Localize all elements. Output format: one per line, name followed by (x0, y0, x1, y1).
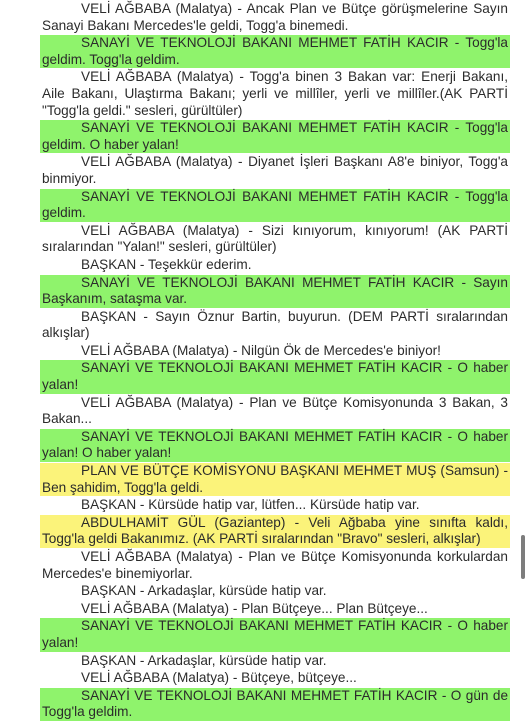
text-line: Mercedes'e binemiyorlar. (42, 565, 193, 581)
transcript-paragraph (42, 601, 508, 618)
highlighted-paragraph (40, 618, 510, 651)
text-line: VELİ AĞBABA (Malatya) - Bütçeye, bütçeye... (81, 670, 357, 686)
text-line: VELİ AĞBABA (Malatya) - Plan ve Bütçe Komisyonunda korkulardan (81, 549, 508, 564)
text-line: BAŞKAN - Arkadaşlar, kürsüde hatip var. (81, 652, 327, 668)
highlighted-paragraph (40, 275, 510, 308)
text-line: "Togg'la geldi." sesleri, gürültüler) (42, 102, 243, 118)
text-line: BAŞKAN - Kürsüde hatip var, lütfen... Kürsüde hatip var. (81, 497, 420, 513)
transcript-paragraph (42, 670, 508, 687)
highlighted-paragraph (40, 688, 510, 721)
text-line: geldim. Togg'la geldim. (42, 51, 180, 67)
transcript-paragraph (42, 497, 508, 514)
text-line: SANAYİ VE TEKNOLOJİ BAKANI MEHMET FATİH KACIR - Togg'la (81, 35, 508, 51)
text-line: Başkanım, sataşma var. (42, 291, 188, 307)
transcript-paragraph (42, 154, 508, 187)
text-line: yalan! O haber yalan! (42, 445, 172, 461)
text-line: yalan! (42, 634, 79, 650)
highlighted-paragraph (40, 515, 510, 548)
highlighted-paragraph (40, 35, 510, 68)
text-line: BAŞKAN - Arkadaşlar, kürsüde hatip var. (81, 583, 327, 599)
text-line: VELİ AĞBABA (Malatya) - Nilgün Ök de Mercedes'e biniyor! (81, 342, 441, 358)
text-line: SANAYİ VE TEKNOLOJİ BAKANI MEHMET FATİH KACIR - Togg'la (81, 188, 508, 204)
text-line: VELİ AĞBABA (Malatya) - Ancak Plan ve Bütçe görüşmelerine Sayın (81, 1, 508, 16)
transcript-paragraph (42, 223, 508, 256)
highlighted-paragraph (40, 429, 510, 462)
transcript-paragraph (42, 583, 508, 600)
highlighted-paragraph (40, 360, 510, 393)
text-line: SANAYİ VE TEKNOLOJİ BAKANI MEHMET FATİH KACIR - O gün de (81, 687, 508, 703)
vertical-scrollbar[interactable] (521, 535, 525, 579)
text-line: ABDULHAMİT GÜL (Gaziantep) - Veli Ağbaba yine sınıfta kaldı, (81, 514, 508, 530)
text-line: VELİ AĞBABA (Malatya) - Togg'a binen 3 Bakan var: Enerji Bakanı, (81, 69, 508, 85)
text-line: sıralarından "Yalan!" sesleri, gürültüler) (42, 239, 277, 255)
transcript-paragraph (42, 653, 508, 670)
text-line: Bakan... (42, 411, 92, 427)
text-line: VELİ AĞBABA (Malatya) - Sizi kınıyorum, kınıyorum! (AK PARTİ (81, 222, 508, 238)
text-line: SANAYİ VE TEKNOLOJİ BAKANI MEHMET FATİH KACIR - Togg'la (81, 120, 508, 136)
text-line: Togg'la geldi Bakanımız. (AK PARTİ sıralarından "Bravo" sesleri, alkışlar) (42, 531, 481, 547)
text-line: VELİ AĞBABA (Malatya) - Plan ve Bütçe Komisyonunda 3 Bakan, 3 (81, 394, 508, 410)
highlighted-paragraph (40, 120, 510, 153)
transcript-document (42, 1, 508, 722)
text-line: SANAYİ VE TEKNOLOJİ BAKANI MEHMET FATİH KACIR - O haber (81, 428, 508, 444)
text-line: VELİ AĞBABA (Malatya) - Plan Bütçeye... Plan Bütçeye... (81, 600, 428, 616)
transcript-paragraph (42, 395, 508, 428)
text-line: geldim. O haber yalan! (42, 136, 179, 152)
transcript-paragraph (42, 549, 508, 582)
text-line: BAŞKAN - Teşekkür ederim. (81, 256, 252, 272)
text-line: PLAN VE BÜTÇE KOMİSYONU BAŞKANI MEHMET MUŞ (Samsun) - (81, 463, 508, 479)
transcript-paragraph (42, 1, 508, 34)
text-line: SANAYİ VE TEKNOLOJİ BAKANI MEHMET FATİH KACIR - O haber (81, 618, 508, 634)
text-line: Togg'la geldim. (42, 704, 133, 720)
text-line: geldim. (42, 205, 86, 221)
text-line: SANAYİ VE TEKNOLOJİ BAKANI MEHMET FATİH KACIR - Sayın (81, 274, 508, 290)
text-line: Sanayi Bakanı Mercedes'le geldi, Togg'a binemedi. (42, 17, 349, 33)
text-line: BAŞKAN - Sayın Öznur Bartin, buyurun. (DEM PARTİ sıralarından (81, 308, 508, 324)
transcript-paragraph (42, 69, 508, 119)
transcript-paragraph (42, 343, 508, 360)
text-line: alkışlar) (42, 325, 90, 341)
text-line: Ben şahidim, Togg'la geldi. (42, 479, 204, 495)
text-line: SANAYİ VE TEKNOLOJİ BAKANI MEHMET FATİH KACIR - O haber (81, 360, 508, 376)
highlighted-paragraph (40, 463, 510, 496)
text-line: VELİ AĞBABA (Malatya) - Diyanet İşleri Başkanı A8'e biniyor, Togg'a (81, 154, 508, 170)
text-line: binmiyor. (42, 170, 97, 186)
transcript-paragraph (42, 309, 508, 342)
highlighted-paragraph (40, 189, 510, 222)
transcript-paragraph (42, 257, 508, 274)
text-line: yalan! (42, 377, 79, 393)
text-line: Aile Bakanı, Ulaştırma Bakanı; yerli ve millîler, yerli ve millîler.(AK PARTİ (42, 85, 508, 101)
